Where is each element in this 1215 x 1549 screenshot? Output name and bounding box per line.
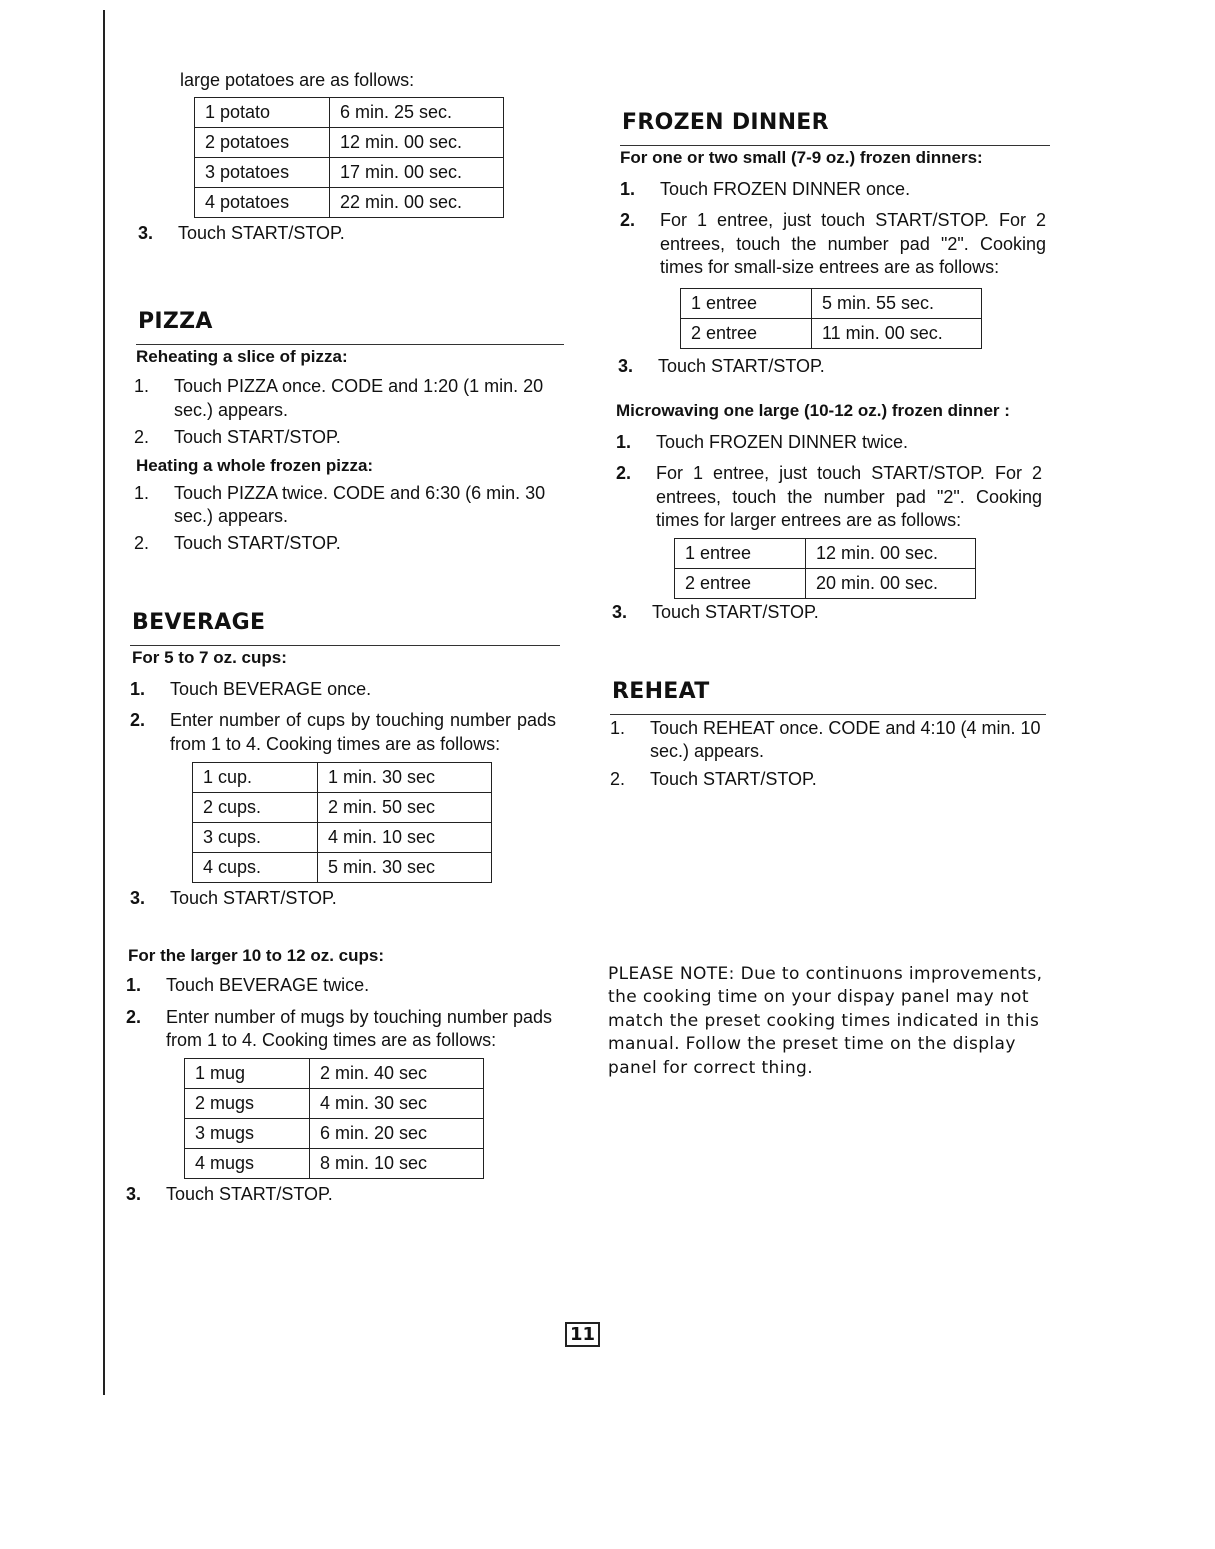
frozen-small-table [680, 288, 982, 349]
quantity-cell: 2 mugs [185, 1089, 310, 1119]
quantity-cell: 1 potato [195, 98, 330, 128]
table-row [195, 158, 504, 188]
table-row [193, 822, 492, 852]
frozen-large-step-3: 3. Touch START/STOP. [612, 602, 819, 623]
table-row [193, 762, 492, 792]
binder-margin-line [103, 10, 105, 1395]
time-cell: 4 min. 30 sec [310, 1089, 484, 1119]
beverage-cups-step-3: 3. Touch START/STOP. [130, 887, 337, 908]
beverage-mugs-step-3: 3. Touch START/STOP. [126, 1184, 333, 1205]
frozen-dinner-rule [620, 145, 1050, 146]
quantity-cell: 2 entree [681, 318, 812, 348]
beverage-subheading-cups: For 5 to 7 oz. cups: [132, 647, 287, 667]
frozen-small-step-2: 2. For 1 entree, just touch START/STOP. For 2 entrees, touch the number pad "2". Cooking times for small-size entrees are as follows: [620, 210, 1046, 278]
list-item [134, 532, 554, 555]
pizza-whole-steps [134, 482, 554, 556]
time-cell: 6 min. 25 sec. [330, 98, 504, 128]
step-number: 2. [134, 427, 150, 448]
quantity-cell: 4 cups. [193, 852, 318, 882]
frozen-large-step-2: 2. For 1 entree, just touch START/STOP. For 2 entrees, touch the number pad "2". Cooking times for larger entrees are as follows: [616, 463, 1042, 531]
step-number: 1. [134, 376, 150, 397]
time-cell: 5 min. 55 sec. [812, 288, 982, 318]
time-cell: 8 min. 10 sec [310, 1149, 484, 1179]
step-number: 2. [134, 533, 150, 554]
potato-step-3: 3. Touch START/STOP. [138, 223, 345, 243]
frozen-small-step-1: 1. Touch FROZEN DINNER once. [620, 179, 911, 199]
time-cell: 1 min. 30 sec [318, 762, 492, 792]
time-cell: 5 min. 30 sec [318, 852, 492, 882]
beverage-mugs-steps [126, 974, 552, 1052]
quantity-cell: 3 potatoes [195, 158, 330, 188]
quantity-cell: 3 cups. [193, 822, 318, 852]
beverage-subheading-mugs: For the larger 10 to 12 oz. cups: [128, 946, 385, 966]
reheat-heading: REHEAT [612, 678, 710, 704]
quantity-cell: 2 entree [675, 569, 806, 599]
potato-times-table [194, 97, 504, 218]
right-column [608, 110, 1053, 1080]
beverage-cups-table [192, 762, 492, 883]
frozen-large-step-1: 1. Touch FROZEN DINNER twice. [616, 431, 909, 452]
time-cell: 6 min. 20 sec [310, 1119, 484, 1149]
quantity-cell: 1 cup. [193, 762, 318, 792]
table-row [195, 128, 504, 158]
beverage-cups-steps [130, 678, 556, 756]
quantity-cell: 1 mug [185, 1059, 310, 1089]
table-row [185, 1119, 484, 1149]
list-item [134, 375, 554, 422]
time-cell: 22 min. 00 sec. [330, 188, 504, 218]
time-cell: 17 min. 00 sec. [330, 158, 504, 188]
list-item [134, 482, 554, 529]
list-item [134, 426, 554, 449]
quantity-cell: 2 cups. [193, 792, 318, 822]
time-cell: 12 min. 00 sec. [806, 539, 976, 569]
time-cell: 20 min. 00 sec. [806, 569, 976, 599]
reheat-rule [610, 714, 1046, 715]
table-row [185, 1089, 484, 1119]
beverage-cups-step-2: 2. Enter number of cups by touching number pads from 1 to 4. Cooking times are as follows: [130, 710, 556, 754]
frozen-large-steps [616, 431, 1042, 533]
beverage-mugs-step-1: 1. Touch BEVERAGE twice. [126, 975, 370, 996]
time-cell: 2 min. 50 sec [318, 792, 492, 822]
time-cell: 11 min. 00 sec. [812, 318, 982, 348]
reheat-steps [610, 717, 1046, 791]
quantity-cell: 1 entree [675, 539, 806, 569]
time-cell: 2 min. 40 sec [310, 1059, 484, 1089]
table-row [193, 852, 492, 882]
table-row [193, 792, 492, 822]
quantity-cell: 4 mugs [185, 1149, 310, 1179]
table-row [195, 98, 504, 128]
frozen-small-steps [620, 178, 1046, 280]
step-text: Touch START/STOP. [174, 427, 341, 448]
quantity-cell: 4 potatoes [195, 188, 330, 218]
pizza-heading: PIZZA [138, 309, 213, 335]
table-row [185, 1149, 484, 1179]
quantity-cell: 2 potatoes [195, 128, 330, 158]
step-text: Touch PIZZA twice. CODE and 6:30 (6 min. 30 sec.) appears. [174, 482, 546, 526]
pizza-slice-steps [134, 375, 554, 449]
beverage-mugs-table [184, 1058, 484, 1179]
page-number: 11 [565, 1322, 600, 1347]
pizza-rule [136, 344, 564, 345]
table-row [675, 539, 976, 569]
pizza-subheading-whole: Heating a whole frozen pizza: [136, 455, 374, 475]
reheat-step-1: 1. Touch REHEAT once. CODE and 4:10 (4 min. 10 sec.) appears. [610, 717, 1041, 762]
frozen-subheading-large: Microwaving one large (10-12 oz.) frozen dinner : [616, 400, 1010, 420]
beverage-cups-step-1: 1. Touch BEVERAGE once. [130, 678, 372, 699]
step-text: Touch START/STOP. [174, 533, 341, 554]
reheat-step-2: 2. Touch START/STOP. [610, 768, 817, 789]
quantity-cell: 3 mugs [185, 1119, 310, 1149]
beverage-rule [130, 645, 560, 646]
table-row [195, 188, 504, 218]
table-row [681, 318, 982, 348]
time-cell: 4 min. 10 sec [318, 822, 492, 852]
table-row [681, 288, 982, 318]
beverage-heading: BEVERAGE [132, 609, 266, 635]
beverage-mugs-step-2: 2. Enter number of mugs by touching number pads from 1 to 4. Cooking times are as follows: [126, 1006, 552, 1051]
potato-intro: large potatoes are as follows: [180, 70, 415, 90]
frozen-large-table [674, 538, 976, 599]
step-number: 1. [134, 482, 150, 503]
frozen-dinner-heading: FROZEN DINNER [622, 110, 829, 135]
frozen-subheading-small: For one or two small (7-9 oz.) frozen dinners: [620, 148, 983, 167]
pizza-subheading-slice: Reheating a slice of pizza: [136, 347, 348, 367]
left-column [126, 70, 566, 1207]
frozen-small-step-3: 3. Touch START/STOP. [618, 355, 825, 376]
step-text: Touch PIZZA once. CODE and 1:20 (1 min. 20 sec.) appears. [174, 376, 544, 420]
please-note-paragraph: PLEASE NOTE: Due to continuons improvements, the cooking time on your dispay panel may not match the preset cooking times indicated in this manual. Follow the preset time on the display panel for correct thing. [608, 964, 1043, 1078]
table-row [185, 1059, 484, 1089]
table-row [675, 569, 976, 599]
quantity-cell: 1 entree [681, 288, 812, 318]
time-cell: 12 min. 00 sec. [330, 128, 504, 158]
